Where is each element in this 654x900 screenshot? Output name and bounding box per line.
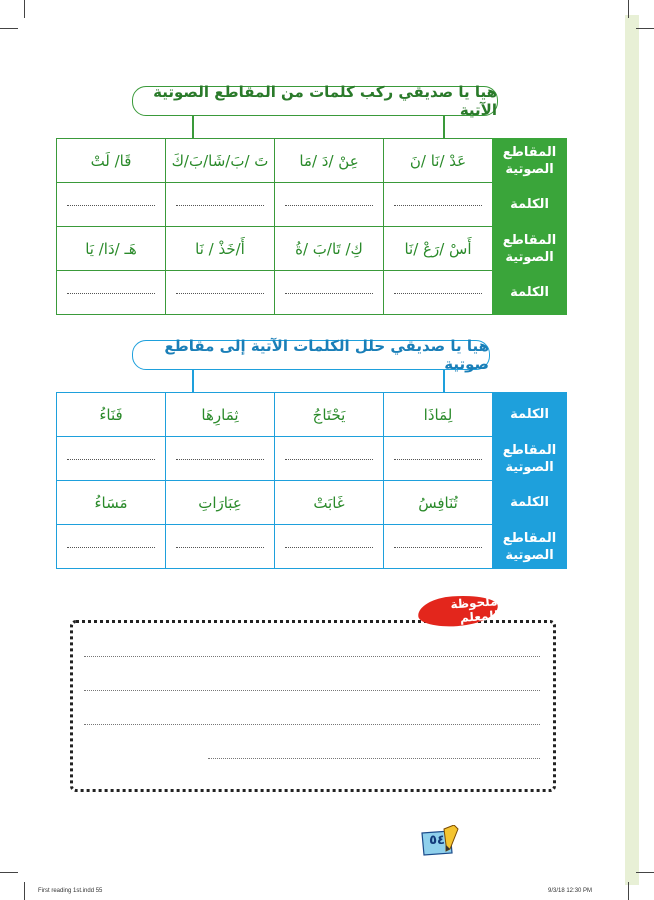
- answer-blank[interactable]: [275, 271, 384, 315]
- footer-date: 9/3/18 12:30 PM: [548, 888, 593, 894]
- syllables-cell: هَـ /دَا/ يَا: [57, 227, 166, 271]
- word-cell: تُنَافِسُ: [384, 481, 493, 525]
- crop-mark: [628, 882, 629, 900]
- note-line[interactable]: [84, 724, 540, 725]
- syllables-header: المقاطع الصوتية: [493, 139, 567, 183]
- word-header: الكلمة: [493, 183, 567, 227]
- answer-blank[interactable]: [384, 437, 493, 481]
- page-number-badge: [420, 825, 460, 859]
- word-header: الكلمة: [493, 393, 567, 437]
- answer-blank[interactable]: [166, 183, 275, 227]
- table-row: [57, 481, 567, 525]
- syllables-cell: أَ/خَذْ / نَا: [166, 227, 275, 271]
- answer-blank[interactable]: [384, 183, 493, 227]
- crop-mark: [636, 28, 654, 29]
- answer-blank[interactable]: [166, 437, 275, 481]
- answer-blank[interactable]: [275, 437, 384, 481]
- page-number: ٥٤: [429, 833, 445, 848]
- word-cell: لِمَاذَا: [384, 393, 493, 437]
- word-cell: فَنَاءُ: [57, 393, 166, 437]
- analyze-words-table: [56, 392, 567, 569]
- teacher-note-text: ملحوظة للمعلم: [449, 594, 499, 625]
- word-header: الكلمة: [493, 481, 567, 525]
- crop-mark: [24, 882, 25, 900]
- table-row: [57, 525, 567, 569]
- word-cell: مَسَاءُ: [57, 481, 166, 525]
- crop-mark: [0, 28, 18, 29]
- banner-connector: [192, 370, 194, 392]
- syllables-header: المقاطع الصوتية: [493, 525, 567, 569]
- table-row: [57, 437, 567, 481]
- analyze-words-instruction: هيا يا صديقي حلل الكلمات الآتية إلى مقاطع صوتية: [164, 337, 489, 373]
- note-line[interactable]: [84, 690, 540, 691]
- table-row: [57, 139, 567, 183]
- table-row: [57, 183, 567, 227]
- answer-blank[interactable]: [57, 525, 166, 569]
- answer-blank[interactable]: [57, 183, 166, 227]
- word-cell: عِبَارَاتِ: [166, 481, 275, 525]
- answer-blank[interactable]: [384, 271, 493, 315]
- syllables-header: المقاطع الصوتية: [493, 437, 567, 481]
- page-edge-strip: [625, 15, 639, 885]
- table-row: [57, 271, 567, 315]
- banner-connector: [443, 116, 445, 138]
- crop-mark: [24, 0, 25, 18]
- word-header: الكلمة: [493, 271, 567, 315]
- crop-mark: [628, 0, 629, 18]
- note-line[interactable]: [208, 758, 540, 759]
- answer-blank[interactable]: [166, 525, 275, 569]
- table-row: [57, 227, 567, 271]
- compose-words-banner: [132, 83, 498, 119]
- analyze-words-banner: [132, 337, 490, 373]
- word-cell: يَحْتَاجُ: [275, 393, 384, 437]
- word-cell: غَابَتْ: [275, 481, 384, 525]
- answer-blank[interactable]: [57, 437, 166, 481]
- compose-words-table: [56, 138, 567, 315]
- syllables-cell: عِنْ /دَ /مَا: [275, 139, 384, 183]
- footer-file-name: First reading 1st.indd 55: [38, 888, 103, 894]
- answer-blank[interactable]: [57, 271, 166, 315]
- banner-connector: [192, 116, 194, 138]
- teacher-note-box[interactable]: [70, 620, 556, 792]
- syllables-header: المقاطع الصوتية: [493, 227, 567, 271]
- table-row: [57, 393, 567, 437]
- syllables-cell: كِ/ تَا/بَ /ةُ: [275, 227, 384, 271]
- compose-words-instruction: هيا يا صديقي ركب كلمات من المقاطع الصوتية الآتية: [153, 83, 497, 119]
- answer-blank[interactable]: [384, 525, 493, 569]
- crop-mark: [0, 872, 18, 873]
- syllables-cell: تَ /بَ/شَا/بَ/كَ: [166, 139, 275, 183]
- note-line[interactable]: [84, 656, 540, 657]
- word-cell: ثِمَارِهَا: [166, 393, 275, 437]
- syllables-cell: قَا/ لَتْ: [57, 139, 166, 183]
- answer-blank[interactable]: [275, 183, 384, 227]
- banner-connector: [443, 370, 445, 392]
- crop-mark: [636, 872, 654, 873]
- answer-blank[interactable]: [275, 525, 384, 569]
- syllables-cell: عَدْ /نَا /نَ: [384, 139, 493, 183]
- syllables-cell: أَسْ /رَعْ /نَا: [384, 227, 493, 271]
- answer-blank[interactable]: [166, 271, 275, 315]
